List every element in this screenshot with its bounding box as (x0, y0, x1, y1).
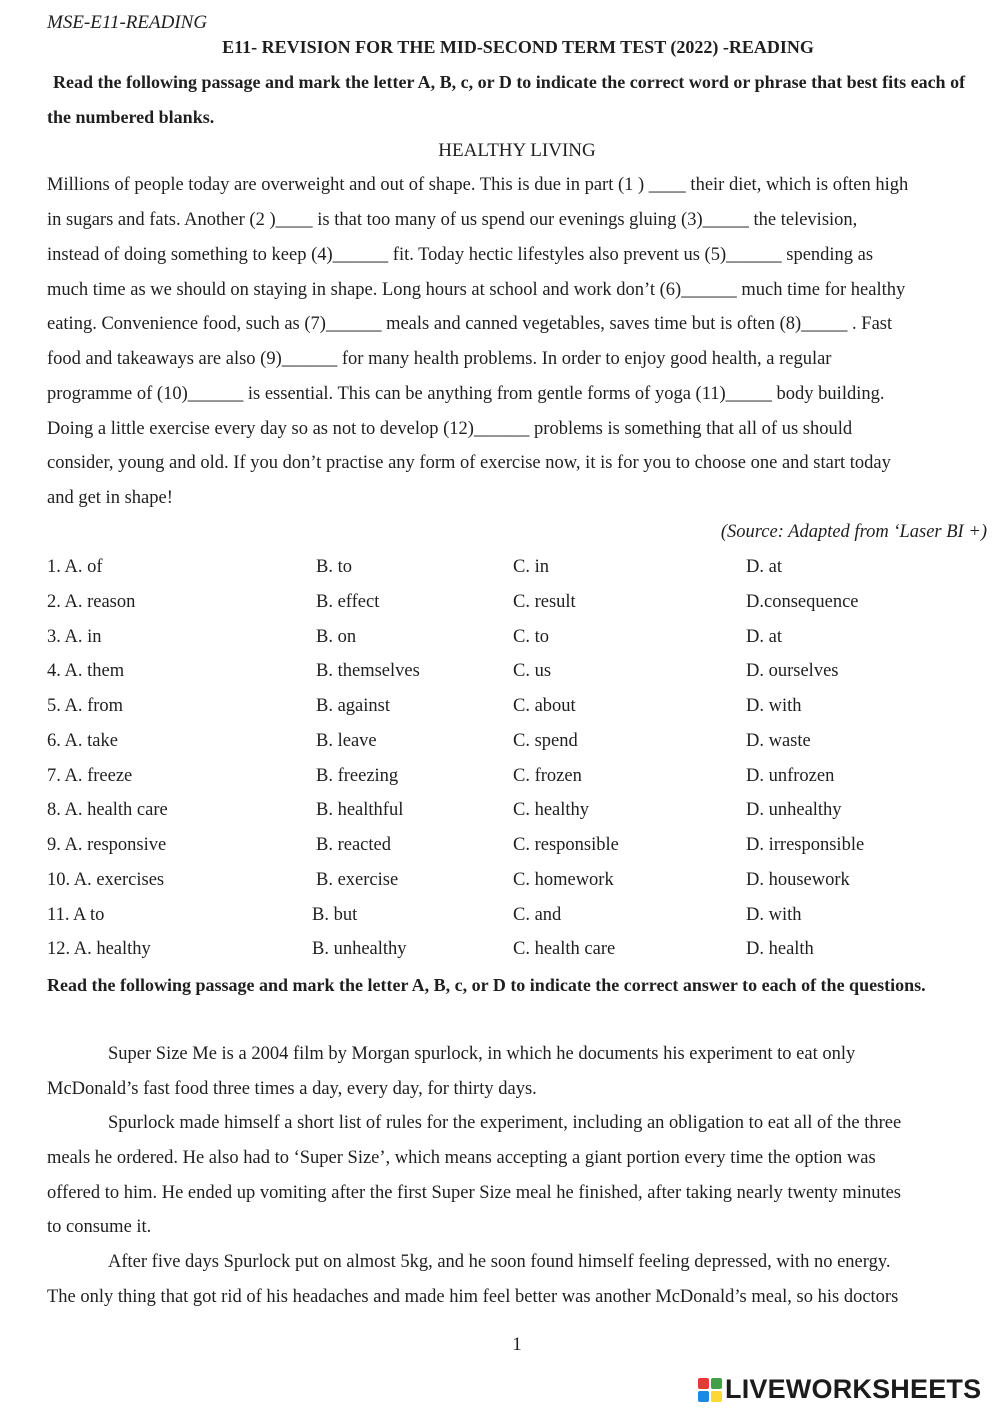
liveworksheets-grid-icon (697, 1377, 723, 1403)
passage1-line: consider, young and old. If you don’t practise any form of exercise now, it is for you to choose one and start today (47, 453, 891, 473)
option-d[interactable]: D. unfrozen (746, 766, 835, 786)
option-d[interactable]: D. ourselves (746, 661, 839, 681)
passage2-line: Spurlock made himself a short list of rules for the experiment, including an obligation to eat all of the three (108, 1113, 902, 1133)
option-c[interactable]: C. us (513, 661, 552, 681)
passage1-line: much time as we should on staying in shape. Long hours at school and work don’t (6)______ much time for healthy (47, 280, 906, 300)
option-a[interactable]: 5. A. from (47, 696, 124, 716)
option-b[interactable]: B. on (316, 627, 357, 647)
option-d[interactable]: D. with (746, 696, 802, 716)
passage1-line: food and takeaways are also (9)______ for many health problems. In order to enjoy good health, a regular (47, 349, 832, 369)
option-d[interactable]: D. unhealthy (746, 800, 842, 820)
passage2-line: After five days Spurlock put on almost 5kg, and he soon found himself feeling depressed, with no energy. (108, 1252, 891, 1272)
option-b[interactable]: B. against (316, 696, 390, 716)
option-d[interactable]: D. irresponsible (746, 835, 865, 855)
option-b[interactable]: B. to (316, 557, 352, 577)
option-d[interactable]: D.consequence (746, 592, 859, 612)
option-b[interactable]: B. unhealthy (312, 939, 407, 959)
passage1-line: and get in shape! (47, 488, 173, 508)
option-b[interactable]: B. leave (316, 731, 377, 751)
passage1-line: programme of (10)______ is essential. This can be anything from gentle forms of yoga (11)_____ body building. (47, 384, 885, 404)
section2-instruction: Read the following passage and mark the letter A, B, c, or D to indicate the correct answer to each of the questions. (47, 975, 926, 995)
option-b[interactable]: B. but (312, 905, 358, 925)
option-b[interactable]: B. effect (316, 592, 380, 612)
option-c[interactable]: C. and (513, 905, 562, 925)
passage2-line: offered to him. He ended up vomiting after the first Super Size meal he finished, after taking nearly twenty minutes (47, 1183, 902, 1203)
option-b[interactable]: B. freezing (316, 766, 399, 786)
option-c[interactable]: C. spend (513, 731, 578, 751)
passage-title: HEALTHY LIVING (438, 140, 596, 161)
option-c[interactable]: C. about (513, 696, 576, 716)
option-d[interactable]: D. at (746, 557, 782, 577)
option-a[interactable]: 7. A. freeze (47, 766, 133, 786)
option-a[interactable]: 12. A. healthy (47, 939, 151, 959)
option-a[interactable]: 9. A. responsive (47, 835, 167, 855)
passage2-line: meals he ordered. He also had to ‘Super Size’, which means accepting a giant portion every time the option was (47, 1148, 876, 1168)
document-title: E11- REVISION FOR THE MID-SECOND TERM TEST (2022) -READING (222, 37, 814, 57)
liveworksheets-logo[interactable] (697, 1376, 981, 1403)
option-a[interactable]: 2. A. reason (47, 592, 136, 612)
option-a[interactable]: 3. A. in (47, 627, 102, 647)
option-b[interactable]: B. themselves (316, 661, 420, 681)
passage2-line: The only thing that got rid of his headaches and made him feel better was another McDonald’s meal, so his doctors (47, 1287, 899, 1307)
option-c[interactable]: C. healthy (513, 800, 590, 820)
option-d[interactable]: D. waste (746, 731, 811, 751)
option-a[interactable]: 6. A. take (47, 731, 118, 751)
option-d[interactable]: D. health (746, 939, 814, 959)
option-c[interactable]: C. responsible (513, 835, 619, 855)
option-c[interactable]: C. to (513, 627, 549, 647)
option-d[interactable]: D. with (746, 905, 802, 925)
option-d[interactable]: D. at (746, 627, 782, 647)
passage1-line: in sugars and fats. Another (2 )____ is that too many of us spend our evenings gluing (3)_____ the television, (47, 210, 858, 230)
header-code: MSE-E11-READING (47, 12, 208, 33)
option-c[interactable]: C. health care (513, 939, 616, 959)
option-b[interactable]: B. exercise (316, 870, 399, 890)
option-a[interactable]: 1. A. of (47, 557, 103, 577)
option-b[interactable]: B. healthful (316, 800, 404, 820)
page-number: 1 (512, 1334, 522, 1355)
passage2-line: McDonald’s fast food three times a day, every day, for thirty days. (47, 1079, 537, 1099)
source-citation: (Source: Adapted from ‘Laser BI +) (720, 522, 987, 542)
passage2-line: Super Size Me is a 2004 film by Morgan spurlock, in which he documents his experiment to eat only (108, 1044, 856, 1064)
option-a[interactable]: 10. A. exercises (47, 870, 165, 890)
passage1-line: eating. Convenience food, such as (7)______ meals and canned vegetables, saves time but is often (8)_____ . Fast (47, 314, 893, 334)
passage2-line: to consume it. (47, 1217, 152, 1237)
option-c[interactable]: C. frozen (513, 766, 582, 786)
passage1-line: Doing a little exercise every day so as not to develop (12)______ problems is something that all of us should (47, 419, 853, 439)
option-c[interactable]: C. result (513, 592, 576, 612)
option-c[interactable]: C. homework (513, 870, 614, 890)
liveworksheets-wordmark: LIVEWORKSHEETS (725, 1374, 982, 1404)
option-b[interactable]: B. reacted (316, 835, 391, 855)
option-a[interactable]: 8. A. health care (47, 800, 168, 820)
passage1-line: instead of doing something to keep (4)______ fit. Today hectic lifestyles also prevent us (5)______ spending as (47, 245, 874, 265)
section1-instruction: Read the following passage and mark the letter A, B, c, or D to indicate the correct word or phrase that best fits each of the numbered blanks. (47, 72, 966, 127)
option-a[interactable]: 11. A to (47, 905, 105, 925)
option-c[interactable]: C. in (513, 557, 549, 577)
option-d[interactable]: D. housework (746, 870, 850, 890)
option-a[interactable]: 4. A. them (47, 661, 125, 681)
passage1-line: Millions of people today are overweight and out of shape. This is due in part (1 ) ____ their diet, which is often high (47, 175, 909, 195)
